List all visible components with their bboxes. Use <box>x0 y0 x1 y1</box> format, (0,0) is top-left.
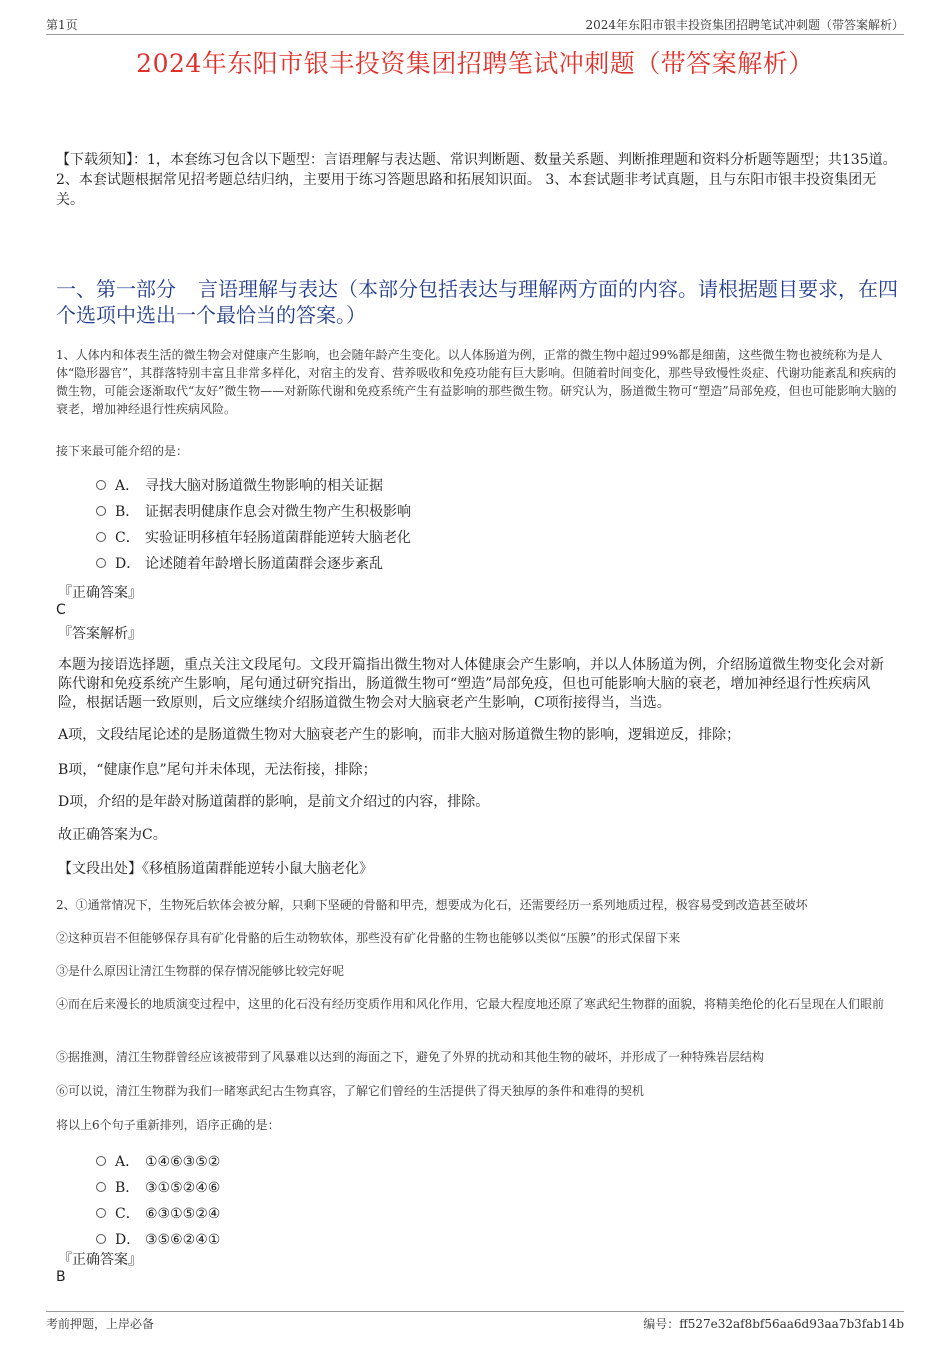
q2-option-b[interactable]: B． ③①⑤②④⑥ <box>96 1178 220 1198</box>
page-header <box>46 14 904 35</box>
page-number: 第1页 <box>46 18 78 32</box>
section-heading <box>56 276 902 328</box>
radio-icon[interactable] <box>96 1156 106 1166</box>
page-title: 2024年东阳市银丰投资集团招聘笔试冲刺题（带答案解析） <box>136 49 814 78</box>
radio-icon[interactable] <box>96 558 106 568</box>
question-1-text: 1、人体内和体表生活的微生物会对健康产生影响，也会随年龄产生变化。以人体肠道为例，正常的微生物中超过99%都是细菌，这些微生物也被统称为是人体“隐形器官”，其群落特别丰富且非常多样化，对宿主的发育、营养吸收和免疫功能有巨大影响。但随着时间变化，那些导致慢性炎症、代谢功能紊乱和疾病的微生物，可能会逐渐取代“友好”微生物——对新陈代谢和免疫系统产生有益影响的那些微生物。研究认为，肠道微生物可“塑造”局部免疫，但也可能影响大脑的衰老，增加神经退行性疾病风险。 <box>56 348 897 416</box>
q2-option-d[interactable]: D． ③⑤⑥②④① <box>96 1230 220 1250</box>
q1-analysis-a: A项，文段结尾论述的是肠道微生物对大脑衰老产生的影响，而非大脑对肠道微生物的影响，逻辑逆反，排除； <box>58 727 741 743</box>
q2-sentence-5: ⑤据推测，清江生物群曾经应该被带到了风暴难以达到的海面之下，避免了外界的扰动和其他生物的破坏，并形成了一种特殊岩层结构 <box>56 1050 765 1064</box>
radio-icon[interactable] <box>96 1234 106 1244</box>
q2-sentence-4: ④而在后来漫长的地质演变过程中，这里的化石没有经历变质作用和风化作用，它最大程度地还原了寒武纪生物群的面貌，将精美绝伦的化石呈现在人们眼前 <box>56 997 885 1011</box>
q2-sentence-1: 2、①通常情况下，生物死后软体会被分解，只剩下坚硬的骨骼和甲壳，想要成为化石，还需要经历一系列地质过程，极容易受到改造甚至破坏 <box>56 898 808 912</box>
q2-option-c[interactable]: C． ⑥③①⑤②④ <box>96 1204 220 1224</box>
header-doc-title: 2024年东阳市银丰投资集团招聘笔试冲刺题（带答案解析） <box>585 18 904 32</box>
q2-sentence-2: ②这种页岩不但能够保存具有矿化骨骼的后生动物软体，那些没有矿化骨骼的生物也能够以类似“压膜”的形式保留下来 <box>56 931 681 945</box>
q1-option-b[interactable]: B． 证据表明健康作息会对微生物产生积极影响 <box>96 502 411 522</box>
q1-analysis-label: 『答案解析』 <box>58 626 142 642</box>
q1-source: 【文段出处】《移植肠道菌群能逆转小鼠大脑老化》 <box>58 861 373 877</box>
radio-icon[interactable] <box>96 1208 106 1218</box>
footer-code: 编号：ff527e32af8bf56aa6d93aa7b3fab14b <box>643 1317 904 1331</box>
download-notice: 【下载须知】：1，本套练习包含以下题型：言语理解与表达题、常识判断题、数量关系题、判断推理题和资料分析题等题型；共135道。 2、本套试题根据常见招考题总结归纳，主要用于练习答题思路和拓展知识面。 3、本套试题非考试真题，且与东阳市银丰投资集团无关。 <box>56 152 897 208</box>
q1-conclusion: 故正确答案为C。 <box>58 827 167 843</box>
q1-answer: C <box>56 602 66 618</box>
radio-icon[interactable] <box>96 532 106 542</box>
section-title: 言语理解与表达（本部分包括表达与理解两方面的内容。请根据题目要求，在四个选项中选出一个最恰当的答案。） <box>56 277 898 327</box>
q1-answer-label: 『正确答案』 <box>58 585 142 601</box>
q2-answer: B <box>56 1269 66 1285</box>
radio-icon[interactable] <box>96 480 106 490</box>
question-1-prompt: 接下来最可能介绍的是： <box>56 444 189 458</box>
q1-analysis-main: 本题为接语选择题，重点关注文段尾句。文段开篇指出微生物对人体健康会产生影响，并以人体肠道为例，介绍肠道微生物变化会对新陈代谢和免疫系统产生影响，尾句通过研究指出，肠道微生物可“塑造”局部免疫，但也可能影响大脑的衰老，增加神经退行性疾病风险，根据话题一致原则，后文应继续介绍肠道微生物会对大脑衰老产生影响，C项衔接得当，当选。 <box>58 657 884 711</box>
q1-option-a[interactable]: A． 寻找大脑对肠道微生物影响的相关证据 <box>96 476 383 496</box>
q2-answer-label: 『正确答案』 <box>58 1252 142 1268</box>
q1-option-d[interactable]: D． 论述随着年龄增长肠道菌群会逐步紊乱 <box>96 554 383 574</box>
radio-icon[interactable] <box>96 506 106 516</box>
q1-analysis-d: D项，介绍的是年龄对肠道菌群的影响，是前文介绍过的内容，排除。 <box>58 794 490 810</box>
q1-option-c[interactable]: C． 实验证明移植年轻肠道菌群能逆转大脑老化 <box>96 528 411 548</box>
page-footer <box>46 1311 904 1334</box>
q2-prompt: 将以上6个句子重新排列，语序正确的是： <box>56 1118 280 1132</box>
radio-icon[interactable] <box>96 1182 106 1192</box>
section-part: 一、第一部分 <box>56 277 176 301</box>
footer-slogan: 考前押题，上岸必备 <box>46 1317 155 1331</box>
q2-option-a[interactable]: A． ①④⑥③⑤② <box>96 1152 220 1172</box>
q1-analysis-b: B项，“健康作息”尾句并未体现，无法衔接，排除； <box>58 762 377 778</box>
q2-sentence-6: ⑥可以说，清江生物群为我们一睹寒武纪古生物真容，了解它们曾经的生活提供了得天独厚的条件和难得的契机 <box>56 1084 645 1098</box>
q2-sentence-3: ③是什么原因让清江生物群的保存情况能够比较完好呢 <box>56 964 345 978</box>
